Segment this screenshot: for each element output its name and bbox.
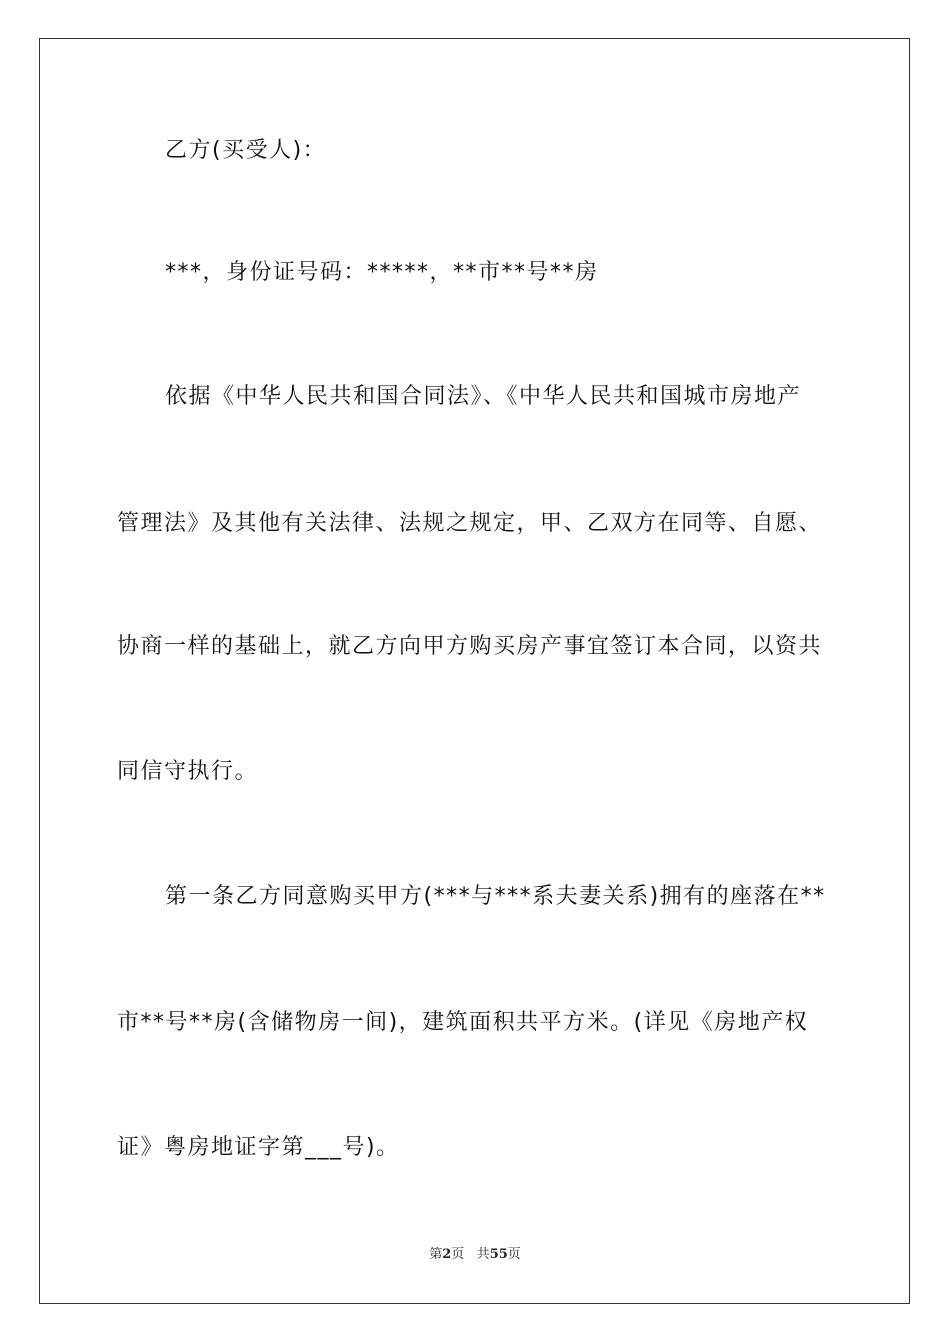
page-footer (0, 1246, 950, 1264)
text-line-basis-1: 依据《中华人民共和国合同法》、《中华人民共和国城市房地产 (165, 384, 802, 409)
footer-total-suffix: 页 (507, 1247, 521, 1262)
text-line-basis-4: 同信守执行。 (117, 759, 259, 784)
text-line-basis-2: 管理法》及其他有关法律、法规之规定，甲、乙双方在同等、自愿、 (117, 511, 823, 536)
footer-page-suffix: 页 (451, 1247, 465, 1262)
footer-page-number: 2 (442, 1247, 452, 1262)
footer-total-prefix: 共 (476, 1247, 490, 1262)
text-line-article-1-c: 证》粤房地证字第___号)。 (117, 1135, 400, 1160)
text-line-buyer-id: ***，身份证号码：*****，**市**号**房 (165, 260, 599, 285)
footer-total-pages: 55 (489, 1247, 508, 1262)
text-line-article-1-b: 市**号**房(含储物房一间)，建筑面积共平方米。(详见《房地产权 (117, 1010, 809, 1035)
text-line-buyer-label: 乙方(买受人)： (165, 138, 327, 163)
footer-prefix: 第 (429, 1247, 443, 1262)
text-line-article-1-a: 第一条乙方同意购买甲方(***与***系夫妻关系)拥有的座落在** (165, 884, 826, 909)
text-line-basis-3: 协商一样的基础上，就乙方向甲方购买房产事宜签订本合同，以资共 (117, 634, 823, 659)
page-border (39, 38, 910, 1304)
